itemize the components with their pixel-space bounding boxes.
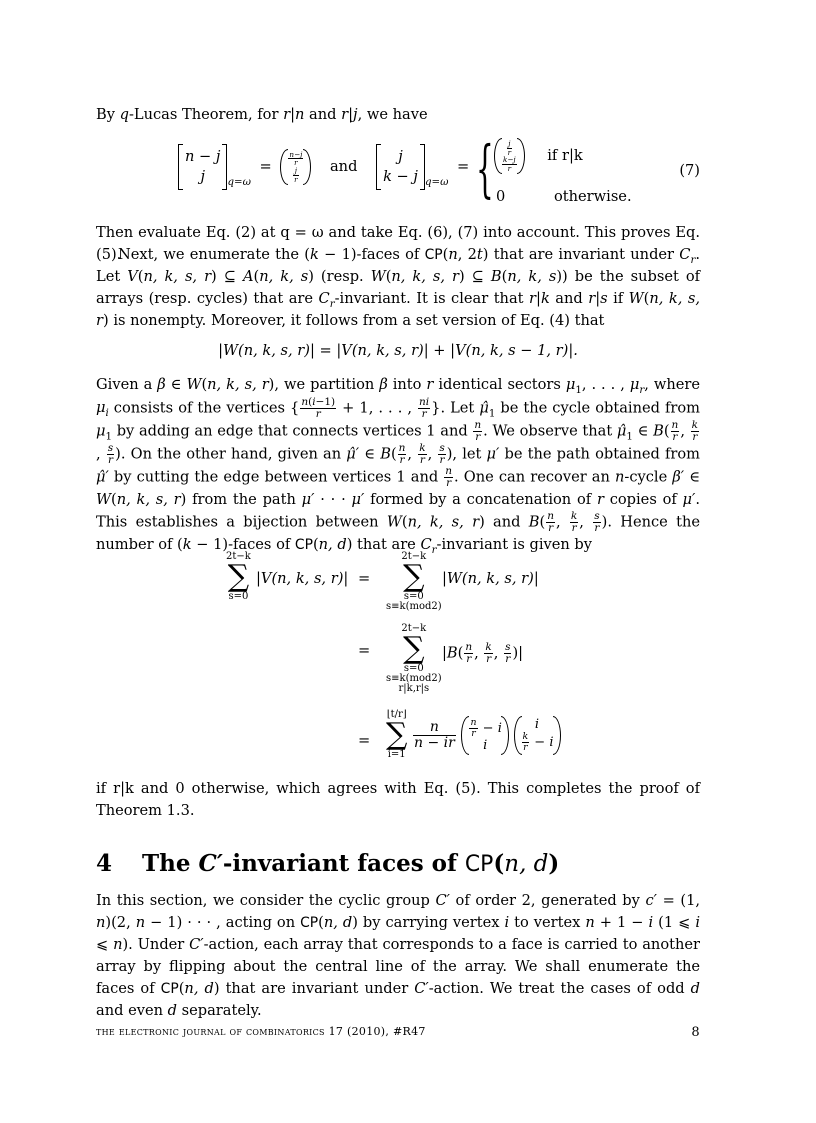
sum-rhs-1: |W(n, k, s, r)| — [442, 570, 539, 587]
binom-left: $\frac{n-j}{r}$ $\frac{j}{r}$ — [280, 149, 311, 185]
equation-w-text: |W(n, k, s, r)| = |V(n, k, s, r)| + |V(n, k, s − 1, r)|. — [218, 342, 578, 359]
paragraph-lucas: By q-Lucas Theorem, for r|n and r|j, we have — [96, 106, 428, 123]
section-number: 4 — [96, 850, 113, 877]
equation-w — [96, 342, 700, 359]
sum-sigma-4: ⌊t/r⌋ ∑ i=1 — [386, 709, 408, 760]
sum-lhs: |V(n, k, s, r)| — [256, 570, 349, 587]
equation-sum — [96, 552, 700, 772]
paragraph-then: Then evaluate Eq. (2) at q = ω and take Eq. (6), (7) into account. This proves Eq. (5). — [96, 224, 700, 263]
paragraph-if: if r|k and 0 otherwise, which agrees with Eq. (5). This completes the proof of Theorem 1.3. — [96, 780, 700, 819]
eq-sign-1: = — [358, 570, 371, 587]
paragraph-given: Given a β ∈ W(n, k, s, r), we partition β into r identical sectors $\mu_1$, . . . , $\mu_r$, where $\mu_i$ consists of the vertices { $\frac{n(i-1)}{r}$ + 1, . . . , $\frac{ni}{r}$ }. Let $\mû_1$ be the cycle obtained from $\mu_1$ by adding an edge that connects vertices 1 and $\frac{n}{r}$ . We observe that $\mû_1$ ∈ B( $\frac{n}{r}$ , $\frac{k}{r}$ , $\frac{s}{r}$ ). On the other hand, given an μ̂′ ∈ B( $\frac{n}{r}$ , $\frac{k}{r}$ , $\frac{s}{r}$ ), let μ′ be the path obtained from μ̂′ by cutting the edge between vertices 1 and $\frac{n}{r}$ . One can recover an n-cycle β′ ∈ W(n, k, s, r) from the path μ′ · · · μ′ formed by a concatenation of r copies of μ′. This establishes a bijection between W(n, k, s, r) and B( $\frac{n}{r}$ , $\frac{k}{r}$ , $\frac{s}{r}$ ). Hence the number of (k − 1)-faces of CP(n, d) that are $C_r$-invariant is given by — [96, 376, 701, 557]
sum-sigma-1: 2t−k ∑ s=0 — [226, 551, 251, 602]
case-zero: 0 — [496, 188, 506, 205]
section-heading — [96, 850, 559, 877]
case2-text: otherwise. — [554, 188, 632, 205]
qbinom-left: n − j j — [178, 144, 227, 190]
page-footer — [96, 1025, 700, 1038]
sum-rhs-2: |B( $\frac{n}{r}$ , $\frac{k}{r}$ , $\frac{s}{r}$ )| — [442, 641, 524, 666]
page-number: 8 — [691, 1025, 700, 1040]
equation-number-7: (7) — [679, 162, 700, 179]
binom-case: $\frac{j}{r}$ $\frac{k-j}{r}$ — [494, 138, 525, 174]
eq-sign-3: = — [358, 732, 371, 749]
cases-brace: { — [476, 132, 494, 205]
footer-journal: the electronic journal of combinatorics 17 (2010), #R47 — [96, 1025, 426, 1038]
section-title: The C′-invariant faces of CP(n, d) — [142, 850, 560, 877]
eq-sign-2: = — [358, 642, 371, 659]
sum-rhs-3: $\frac{n}{n - ir}$ $\frac{n}{r}$ − i i i $\frac{k}{r}$ − i — [412, 716, 561, 755]
paragraph-next: Next, we enumerate the (k − 1)-faces of CP(n, 2t) that are invariant under $C_r$. Let V(n, k, s, r) ⊆ A(n, k, s) (resp. W(n, k, s, r) ⊆ B(n, k, s)) be the subset of arrays (resp. cycles) that are $C_r$-invariant. It is clear that r|k and r|s if W(n, k, s, r) is nonempty. Moreover, it follows from a set version of Eq. (4) that — [96, 246, 701, 329]
eq7-and: and — [329, 158, 358, 175]
case1-text: if r|k — [547, 147, 583, 165]
sum-sigma-2: 2t−k ∑ s=0 s≡k(mod2) — [386, 551, 442, 612]
sum-sigma-3: 2t−k ∑ s=0 s≡k(mod2) r|k,r|s — [386, 623, 442, 694]
paragraph-section: In this section, we consider the cyclic group C′ of order 2, generated by c′ = (1, n)(2, n − 1) · · · , acting on CP(n, d) by carrying vertex i to vertex n + 1 − i (1 ⩽ i ⩽ n). Under C′-action, each array that corresponds to a face is carried to another array by flipping about the central line of the array. We shall enumerate the faces of CP(n, d) that are invariant under C′-action. We treat the cases of odd d and even d separately. — [96, 892, 701, 1019]
equation-7: n − j j $_{q=\omega}$ = $\frac{n-j}{r}$ $\frac{j}{r}$ and j k − j $_{q=\omega}$ = { $\frac{j}{r}$ $\frac{k-j}{r}$ if r|k 0 otherwise. (7) — [96, 134, 700, 214]
qbinom-right: j k − j — [376, 144, 425, 190]
